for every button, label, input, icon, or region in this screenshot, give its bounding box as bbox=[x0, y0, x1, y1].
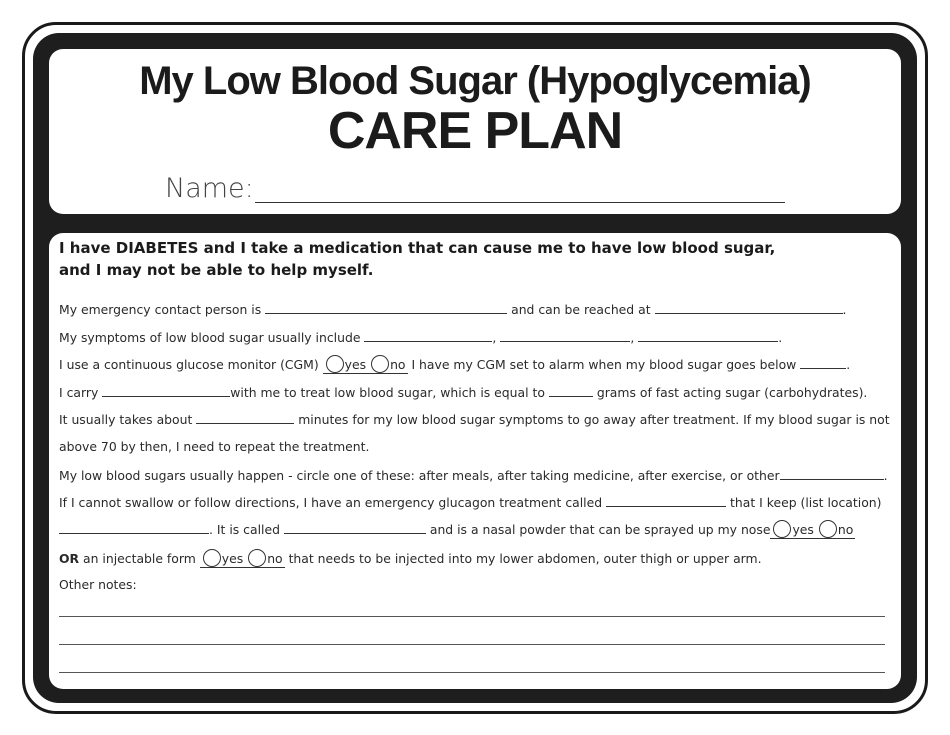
nasal-yes-circle[interactable] bbox=[773, 520, 791, 538]
inject-text-b: that needs to be injected into my lower abdomen, outer thigh or upper arm. bbox=[288, 551, 762, 566]
carry-text-c: grams of fast acting sugar (carbohydrates). bbox=[596, 385, 868, 400]
glucagon-name-field[interactable] bbox=[606, 494, 726, 507]
emergency-phone-field[interactable] bbox=[655, 301, 843, 314]
minutes-row bbox=[59, 411, 890, 427]
name-label: Name: bbox=[165, 173, 254, 204]
carry-item-field[interactable] bbox=[102, 384, 230, 397]
nasal-name-field[interactable] bbox=[284, 521, 426, 534]
cgm-end: . bbox=[846, 357, 851, 372]
minutes-text-b: minutes for my low blood sugar symptoms to go away after treatment. If my blood sugar is not bbox=[298, 412, 890, 427]
cgm-text-a: I use a continuous glucose monitor (CGM) bbox=[59, 357, 319, 372]
inject-yes-label: yes bbox=[221, 551, 244, 566]
minutes-field[interactable] bbox=[196, 411, 294, 424]
inject-text-a: an injectable form bbox=[83, 551, 196, 566]
intro-line-1: I have DIABETES and I take a medication that can cause me to have low blood sugar, bbox=[59, 239, 776, 257]
symptoms-row bbox=[59, 329, 782, 345]
cgm-no-label: no bbox=[390, 357, 406, 372]
emergency-text-b: and can be reached at bbox=[511, 302, 651, 317]
cgm-yes-circle[interactable] bbox=[326, 355, 344, 373]
emergency-contact-row bbox=[59, 301, 846, 317]
when-other-field[interactable] bbox=[780, 467, 884, 480]
carry-row bbox=[59, 384, 867, 400]
when-text: My low blood sugars usually happen - circle one of these: after meals, after taking medicine, after exercise, or other bbox=[59, 468, 780, 483]
symptoms-text: My symptoms of low blood sugar usually include bbox=[59, 330, 361, 345]
nasal-text-a: . It is called bbox=[209, 522, 280, 537]
notes-line-1[interactable] bbox=[59, 616, 885, 617]
glucagon-text-a: If I cannot swallow or follow directions, I have an emergency glucagon treatment called bbox=[59, 495, 603, 510]
other-notes-label: Other notes: bbox=[59, 577, 137, 592]
notes-line-3[interactable] bbox=[59, 672, 885, 673]
cgm-yes-option bbox=[323, 355, 368, 374]
cgm-text-b: I have my CGM set to alarm when my blood sugar goes below bbox=[411, 357, 797, 372]
when-row bbox=[59, 467, 888, 483]
body-panel bbox=[49, 233, 901, 689]
symptom-field-2[interactable] bbox=[500, 329, 630, 342]
cgm-row bbox=[59, 355, 850, 374]
carry-grams-field[interactable] bbox=[549, 384, 593, 397]
nasal-no-label: no bbox=[837, 522, 854, 537]
symptoms-comma-1: , bbox=[492, 330, 497, 345]
title-line-2: CARE PLAN bbox=[327, 102, 623, 160]
nasal-yes-label: yes bbox=[792, 522, 814, 537]
glucagon-row bbox=[59, 494, 881, 510]
symptoms-comma-2: , bbox=[630, 330, 635, 345]
inject-no-option bbox=[245, 549, 284, 568]
carry-text-b: with me to treat low blood sugar, which is equal to bbox=[230, 385, 545, 400]
emergency-end: . bbox=[842, 302, 847, 317]
intro-statement bbox=[59, 237, 889, 281]
nasal-yes-option bbox=[770, 520, 815, 539]
nasal-row bbox=[59, 520, 855, 539]
when-end: . bbox=[883, 468, 888, 483]
title-panel bbox=[49, 49, 901, 214]
inject-row bbox=[59, 549, 762, 568]
symptom-field-1[interactable] bbox=[364, 329, 492, 342]
cgm-yes-label: yes bbox=[344, 357, 367, 372]
symptoms-end: . bbox=[778, 330, 783, 345]
emergency-text-a: My emergency contact person is bbox=[59, 302, 262, 317]
inject-or: OR bbox=[59, 551, 80, 566]
nasal-no-option bbox=[816, 520, 855, 539]
cgm-no-option bbox=[368, 355, 407, 374]
nasal-no-circle[interactable] bbox=[819, 520, 837, 538]
inject-no-label: no bbox=[267, 551, 283, 566]
inject-no-circle[interactable] bbox=[248, 549, 266, 567]
inject-yes-circle[interactable] bbox=[203, 549, 221, 567]
glucagon-location-field[interactable] bbox=[59, 521, 209, 534]
notes-line-2[interactable] bbox=[59, 644, 885, 645]
cgm-alarm-field[interactable] bbox=[800, 356, 846, 369]
carry-text-a: I carry bbox=[59, 385, 99, 400]
minutes-text-a: It usually takes about bbox=[59, 412, 193, 427]
intro-line-2: and I may not be able to help myself. bbox=[59, 261, 374, 279]
repeat-row: above 70 by then, I need to repeat the treatment. bbox=[59, 439, 370, 454]
name-field[interactable] bbox=[255, 202, 785, 203]
glucagon-text-b: that I keep (list location) bbox=[730, 495, 882, 510]
title-line-1: My Low Blood Sugar (Hypoglycemia) bbox=[139, 59, 811, 103]
inject-yes-option bbox=[200, 549, 245, 568]
emergency-contact-field[interactable] bbox=[265, 301, 507, 314]
symptom-field-3[interactable] bbox=[638, 329, 778, 342]
cgm-no-circle[interactable] bbox=[371, 355, 389, 373]
nasal-text-b: and is a nasal powder that can be sprayed up my nose bbox=[429, 522, 771, 537]
